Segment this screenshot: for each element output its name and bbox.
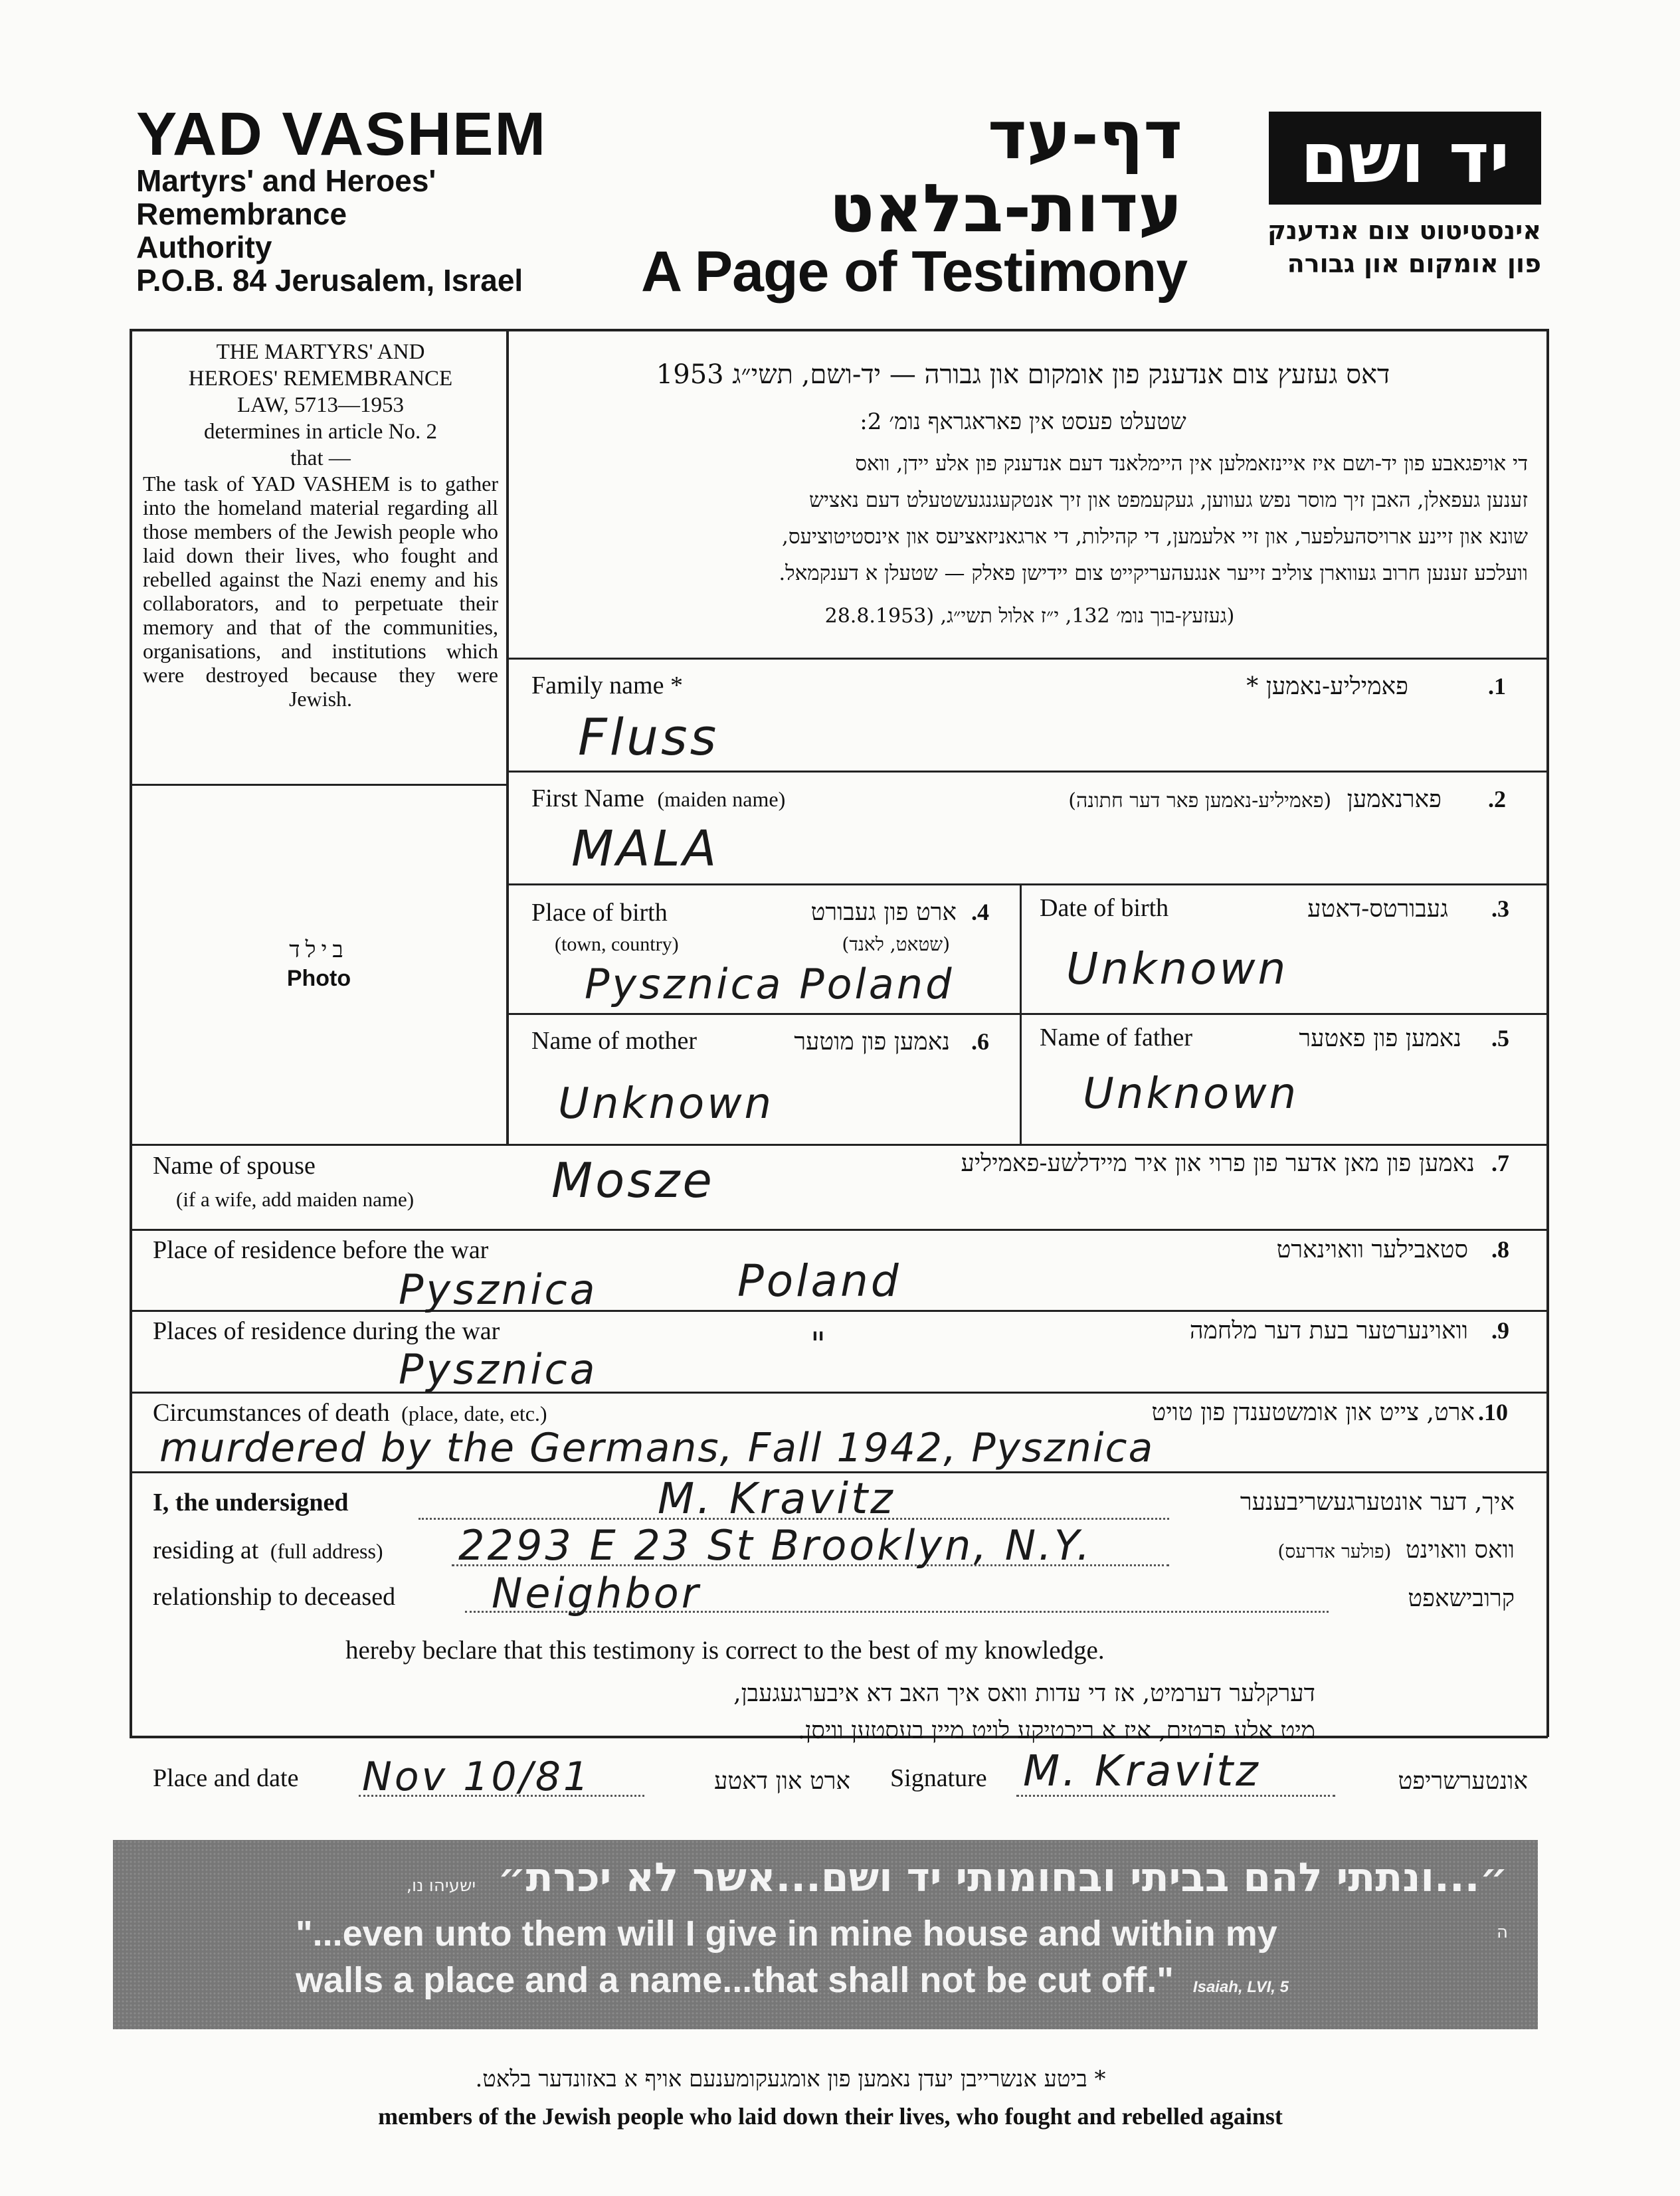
- date-of-birth-value[interactable]: Unknown: [1066, 943, 1289, 994]
- residing-value[interactable]: 2293 E 23 St Brooklyn, N.Y.: [458, 1521, 1093, 1570]
- footnote-en: members of the Jewish people who laid down their lives, who fought and rebelled against: [378, 2103, 1283, 2130]
- residence-during-heb: וואוינערטער בעת דער מלחמה: [1189, 1317, 1468, 1344]
- residing-heb-sub: (פולער אדרעס): [1277, 1540, 1392, 1562]
- date-of-birth-label: Date of birth: [1040, 894, 1169, 922]
- place-date-heb: ארט און דאטע: [714, 1768, 850, 1795]
- banner-ref: Isaiah, LVI, 5: [1192, 1978, 1289, 1996]
- residing-label-main: residing at: [153, 1536, 259, 1564]
- family-name-heb: פאמיליע-נאמען *: [1246, 673, 1408, 700]
- spouse-label: Name of spouse: [153, 1152, 316, 1180]
- first-name-value[interactable]: MALA: [571, 820, 719, 877]
- logo-text: יד ושם: [1300, 118, 1510, 199]
- first-name-heb-sub: (פאמיליע-נאמען פאר דער חתונה): [1068, 789, 1332, 812]
- banner-line-2: [296, 1960, 1289, 2001]
- heb-law-line-3: שונא און זיינע ארויסהעלפער, און זיי אלעמען, די קהילות, די ארגאניזאציעס און אינסטיטוציעס,: [782, 525, 1528, 549]
- yad-vashem-logo: [1269, 112, 1541, 205]
- law-line-5: that —: [290, 446, 351, 470]
- heb-law-line-1: די אויפגאבע פון יד-ושם איז איינזאמלען אין היימלאנד דעם אנדענק פון אלע יידן, וואס: [855, 452, 1528, 476]
- footnote-heb: * ביטע אנשרייבן יעדן נאמען פון אומגעקומענעם אויף א באזונדער בלאט.: [475, 2066, 1106, 2092]
- banner-heb-text: ״...ונתתי להם בביתי ובחומותי יד ושם...אשר לא יכרת״: [498, 1855, 1508, 1901]
- death-label-main: Circumstances of death: [153, 1399, 390, 1427]
- org-sub-1: Martyrs' and Heroes': [136, 163, 436, 198]
- org-title: YAD VASHEM: [136, 100, 547, 168]
- residing-label-sub: (full address): [270, 1539, 383, 1563]
- father-name-num: .5: [1491, 1025, 1509, 1052]
- family-name-value[interactable]: Fluss: [578, 707, 719, 767]
- undersigned-value[interactable]: M. Kravitz: [658, 1475, 895, 1524]
- residence-before-value-2[interactable]: Poland: [737, 1255, 901, 1307]
- heb-statement-2: מיט אלע פרטים, איז א ריכטיקע לויט מיין בעסטען וויסן.: [797, 1717, 1315, 1744]
- residence-before-label: Place of residence before the war: [153, 1236, 489, 1264]
- heb-statement-1: דערקלער דערמיט, אז די עדות וואס איך האב דא איבערגעגעבן,: [733, 1680, 1315, 1707]
- residence-during-value-2[interactable]: ": [810, 1325, 828, 1364]
- law-line-1: THE MARTYRS' AND: [216, 340, 425, 364]
- first-name-label: [531, 784, 785, 813]
- undersigned-heb: איך, דער אונטערגעשריבענער: [1240, 1489, 1515, 1516]
- first-name-num: .2: [1488, 786, 1506, 812]
- logo-sub-1: אינסטיטוט צום אנדענק: [1267, 216, 1541, 245]
- place-of-birth-label: Place of birth: [531, 899, 668, 927]
- place-of-birth-num: .4: [971, 899, 989, 925]
- first-name-label-sub: (maiden name): [657, 787, 786, 811]
- father-name-label: Name of father: [1040, 1024, 1192, 1052]
- place-of-birth-heb-sub: (שטאט, לאנד): [842, 933, 950, 955]
- relationship-heb: קרובישאפט: [1408, 1585, 1515, 1612]
- family-name-label: Family name *: [531, 672, 683, 699]
- residence-before-value-1[interactable]: Pysznica: [399, 1265, 598, 1314]
- photo-area: [132, 787, 506, 1143]
- place-date-label: Place and date: [153, 1764, 299, 1792]
- death-label-sub: (place, date, etc.): [401, 1402, 547, 1425]
- spouse-heb: נאמען פון מאן אדער פון פרוי און איר מיידלשע-פאמיליע: [961, 1150, 1475, 1177]
- org-sub-3: Authority: [136, 230, 272, 264]
- residence-during-value-1[interactable]: Pysznica: [399, 1345, 598, 1394]
- residence-before-num: .8: [1491, 1236, 1509, 1263]
- family-name-num: .1: [1488, 673, 1506, 699]
- date-of-birth-heb: געבורטס-דאטע: [1307, 895, 1448, 923]
- heb-law-sub: שטעלט פעסט אין פאראגראף נומ׳ 2:: [860, 409, 1186, 435]
- residence-before-heb: סטאבילער וואוינארט: [1276, 1236, 1468, 1263]
- undersigned-label: I, the undersigned: [153, 1489, 349, 1516]
- residence-during-label: Places of residence during the war: [153, 1317, 500, 1345]
- father-name-heb: נאמען פון פאטער: [1299, 1025, 1461, 1052]
- heb-law-line-2: זענען געפאלן, האבן זיך מוסר נפש געווען, געקעמפט און זיך אנטקעגנגעשטעלט דעם נאציש: [808, 488, 1528, 512]
- spouse-value[interactable]: Mosze: [551, 1152, 715, 1208]
- relationship-value[interactable]: Neighbor: [492, 1569, 701, 1617]
- death-value[interactable]: murdered by the Germans, Fall 1942, Pysznica: [159, 1425, 1155, 1471]
- place-of-birth-heb: ארט פון געבורט: [810, 899, 957, 926]
- residing-heb-main: וואס וואוינט: [1405, 1536, 1515, 1564]
- heb-title-2: עדות-בלאט: [829, 169, 1182, 247]
- date-of-birth-num: .3: [1491, 895, 1509, 922]
- spouse-num: .7: [1491, 1150, 1509, 1176]
- heb-title-1: דף-עד: [987, 96, 1182, 174]
- banner-heb-ref: ישעיהו נו, ה: [406, 1876, 1508, 1942]
- mother-name-value[interactable]: Unknown: [558, 1079, 775, 1129]
- page-title: A Page of Testimony: [641, 240, 1188, 304]
- signature-value[interactable]: M. Kravitz: [1023, 1747, 1261, 1796]
- law-line-2: HEROES' REMEMBRANCE: [188, 367, 453, 391]
- residence-during-num: .9: [1491, 1317, 1509, 1344]
- quote-banner: [113, 1840, 1538, 2029]
- law-box: [143, 339, 498, 711]
- relationship-label: relationship to deceased: [153, 1583, 396, 1611]
- law-line-3: LAW, 5713—1953: [237, 393, 404, 417]
- org-address: P.O.B. 84 Jerusalem, Israel: [136, 263, 523, 298]
- first-name-heb-main: פארנאמען: [1347, 786, 1442, 813]
- banner-line-1: "...even unto them will I give in mine house and within my: [296, 1914, 1277, 1954]
- law-text: The task of YAD VASHEM is to gather into the homeland material regarding all those members of the Jewish people who laid down their lives, who fought and rebelled against the Nazi enemy and his collaborators, and to perpetuate their memory and that of the communities, organisations, and institutions which were destroyed because they were Jewish.: [143, 472, 498, 711]
- residing-heb: [1182, 1536, 1515, 1564]
- father-name-value[interactable]: Unknown: [1083, 1069, 1299, 1119]
- photo-label: Photo: [286, 966, 351, 991]
- heb-law-line-5: (געזעץ-בוך נומ׳ 132, י״ז אלול תשי״ג, (28.8.1953: [824, 604, 1235, 628]
- mother-name-label: Name of mother: [531, 1027, 698, 1055]
- declaration-statement: hereby beclare that this testimony is correct to the best of my knowledge.: [345, 1636, 1105, 1665]
- residing-label: [153, 1536, 383, 1565]
- place-of-birth-sub: (town, country): [555, 933, 679, 955]
- death-num: .10: [1478, 1399, 1508, 1425]
- spouse-label-sub: (if a wife, add maiden name): [176, 1188, 415, 1211]
- law-line-4: determines in article No. 2: [204, 420, 437, 444]
- first-name-label-main: First Name: [531, 784, 644, 812]
- photo-heb: בילד: [289, 937, 349, 963]
- heb-law-title: דאס געזעץ צום אנדענק פון אומקום און גבורה — יד-ושם, תשי״ג 1953: [656, 359, 1390, 390]
- place-of-birth-value[interactable]: Pysznica Poland: [585, 960, 955, 1008]
- org-sub-2: Remembrance: [136, 197, 347, 231]
- death-heb: ארט, צייט און אומשטענדן פון טויט: [1151, 1399, 1475, 1426]
- place-date-value[interactable]: Nov 10/81: [362, 1754, 592, 1800]
- death-label: [153, 1398, 547, 1427]
- mother-name-num: .6: [971, 1028, 989, 1055]
- mother-name-heb: נאמען פון מוטער: [794, 1028, 950, 1055]
- signature-label: Signature: [890, 1764, 987, 1792]
- banner-line-2-text: walls a place and a name...that shall not be cut off.": [296, 1960, 1174, 2000]
- heb-law-line-4: וועלכע זענען חרוב געווארן צוליב זייער אנגעהעריקייט צום יידישן פאלק — שטעלן א דענקמאל.: [779, 561, 1528, 585]
- logo-sub-2: פון אומקום און גבורה: [1287, 249, 1541, 278]
- signature-heb: אונטערשריפט: [1398, 1768, 1528, 1795]
- first-name-heb: [963, 785, 1442, 813]
